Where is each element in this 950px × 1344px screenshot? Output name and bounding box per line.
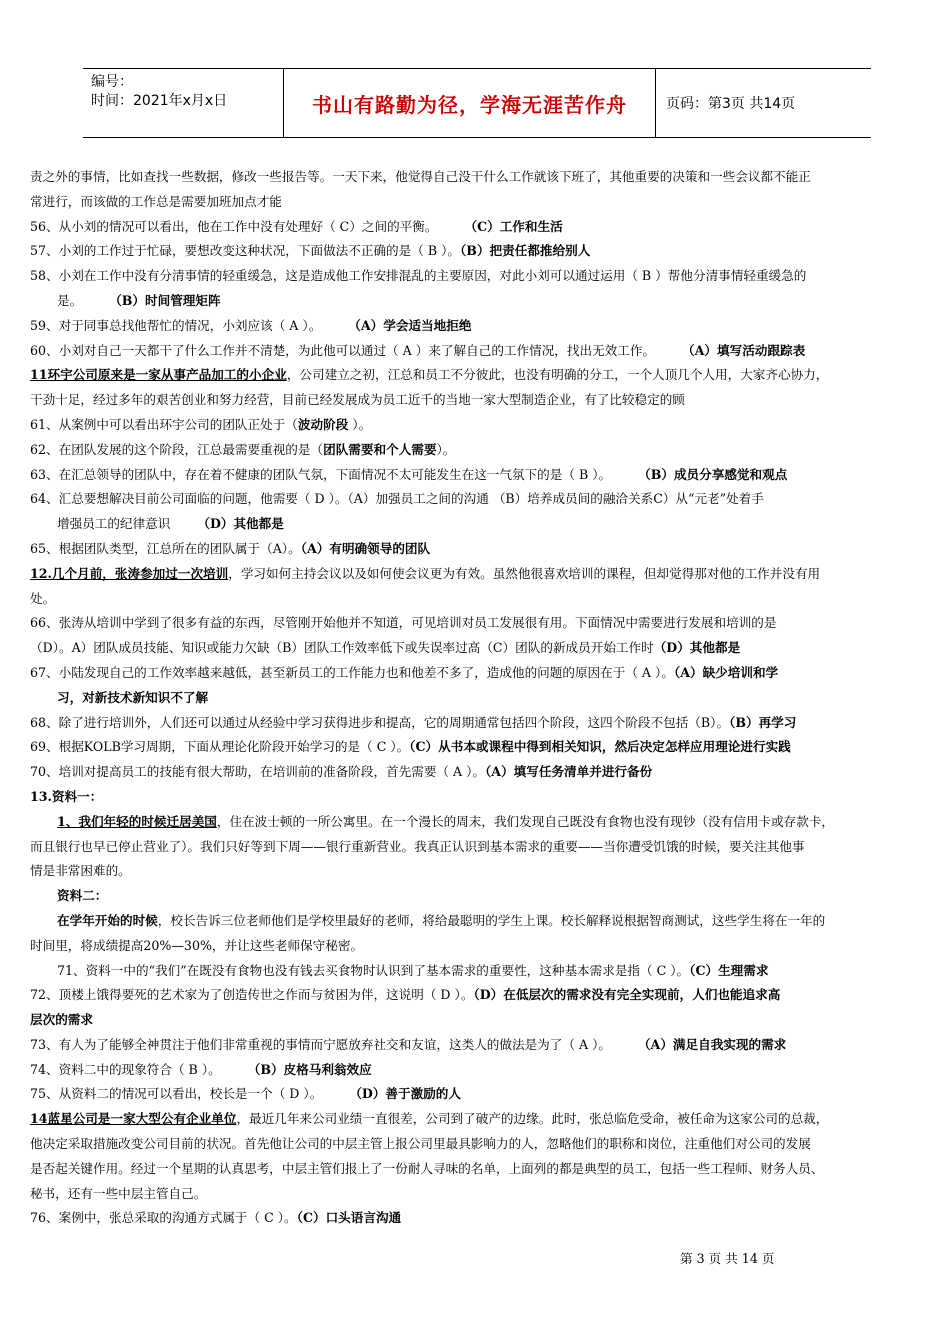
question-61: 61、从案例中可以看出环宇公司的团队正处于（波动阶段 ）。 — [30, 416, 372, 432]
material-1: 1、我们年轻的时候迁居美国，住在波士顿的一所公寓里。在一个漫长的周末，我们发现自己既没有食物也没有现钞（没有信用卡或存款卡， — [57, 813, 834, 829]
question-62: 62、在团队发展的这个阶段，江总最需要重视的是（团队需要和个人需要）。 — [30, 441, 456, 457]
material-heading: 1、我们年轻的时候迁居美国 — [57, 813, 217, 829]
answer: （B）把责任都推给别人 — [460, 243, 591, 259]
answer: （A）满足自我实现的需求 — [637, 1036, 787, 1052]
material-lead: 在学年开始的时候 — [57, 912, 158, 928]
text-line: 责之外的事情，比如查找一些数据，修改一些报告等。一天下来，他觉得自己没干什么工作就该下班了，其他重要的决策和一些会议都不能正 — [30, 169, 811, 184]
question-67-cont: 习，对新技术新知识不了解 — [57, 689, 209, 705]
answer: （A）有明确领导的团队 — [300, 540, 431, 556]
answer: （D）其他都是 — [197, 516, 284, 532]
question-72: 72、顶楼上饿得要死的艺术家为了创造传世之作而与贫困为伴，这说明（ D ）。（D）在低层次的需求没有完全实现前，人们也能追求高 — [30, 987, 781, 1003]
answer: （B）再学习 — [729, 714, 797, 730]
question-66-cont: （D）。A）团队成员技能、知识或能力欠缺（B）团队工作效率低下或失误率过高（C）团队的新成员开始工作时（D）其他都是 — [30, 640, 741, 656]
header-motto — [284, 69, 656, 137]
text-line: 时间里，将成绩提高20%—30%，并让这些老师保守秘密。 — [30, 937, 364, 953]
question-63: 63、在汇总领导的团队中，存在着不健康的团队气氛，下面情况不太可能发生在这一气氛下的是（ B ）。 （B）成员分享感觉和观点 — [30, 466, 788, 482]
question-73: 73、有人为了能够全神贯注于他们非常重视的事情而宁愿放弃社交和友谊，这类人的做法是为了（ A ）。 （A）满足自我实现的需求 — [30, 1036, 787, 1052]
answer: （C）生理需求 — [689, 962, 769, 978]
page-number-label: 页码：第3页 共14页 — [666, 96, 796, 112]
case-heading: 11环宇公司原来是一家从事产品加工的小企业 — [30, 367, 287, 383]
text-line: 秘书，还有一些中层主管自己。 — [30, 1185, 207, 1201]
answer: （C）工作和生活 — [464, 218, 563, 234]
text-line: 干劲十足，经过多年的艰苦创业和努力经营，目前已经发展成为员工近千的当地一家大型制造企业，有了比较稳定的顾 — [30, 392, 685, 408]
text-line: 处。 — [30, 590, 56, 606]
answer: （C）口头语言沟通 — [296, 1210, 402, 1226]
text-line: 是否起关键作用。经过一个星期的认真思考，中层主管们报上了一份耐人寻味的名单，上面列的都是典型的员工，包括一些工程师、财务人员、 — [30, 1160, 824, 1176]
text-line: 而且银行也早已停止营业了）。我们只好等到下周——银行重新营业。我真正认识到基本需求的重要——当你遭受饥饿的时候，要关注其他事 — [30, 838, 805, 854]
case-heading: 14蓝星公司是一家大型公有企业单位 — [30, 1111, 237, 1127]
answer: （C）从书本或课程中得到相关知识，然后决定怎样应用理论进行实践 — [409, 739, 791, 755]
question-58: 58、小刘在工作中没有分清事情的轻重缓急，这是造成他工作安排混乱的主要原因，对此小刘可以通过运用（ B ）帮他分清事情轻重缓急的 — [30, 268, 807, 284]
answer: （B）成员分享感觉和观点 — [638, 466, 788, 482]
answer: 波动阶段 — [297, 416, 349, 432]
page-footer — [680, 1248, 774, 1267]
footer-page-number: 第 3 页 共 14 页 — [680, 1251, 775, 1266]
question-66: 66、张涛从培训中学到了很多有益的东西，尽管刚开始他并不知道，可见培训对员工发展很有用。下面情况中需要进行发展和培训的是 — [30, 615, 777, 631]
page-header — [83, 68, 871, 138]
answer: （A）填写任务清单并进行备份 — [485, 764, 653, 780]
case-13-heading: 13.资料一： — [30, 788, 103, 804]
question-71: 71、资料一中的“我们”在既没有食物也没有钱去买食物时认识到了基本需求的重要性，这种基本需求是指（ C ）。（C）生理需求 — [57, 962, 769, 978]
header-page — [656, 69, 871, 137]
question-68: 68、除了进行培训外，人们还可以通过从经验中学习获得进步和提高，它的周期通常包括四个阶段，这四个阶段不包括（B）。（B）再学习 — [30, 714, 797, 730]
question-64: 64、汇总要想解决目前公司面临的问题，他需要（ D ）。（A）加强员工之间的沟通 （B）培养成员间的融洽关系C）从“元老”处着手 — [30, 491, 764, 507]
question-72-cont: 层次的需求 — [30, 1012, 93, 1028]
question-67: 67、小陆发现自己的工作效率越来越低，甚至新员工的工作能力也和他差不多了，造成他的问题的原因在于（ A ）。（A）缺少培训和学 — [30, 664, 779, 680]
answer: （B）时间管理矩阵 — [109, 292, 221, 308]
question-59: 59、对于同事总找他帮忙的情况，小刘应该（ A ）。 （A）学会适当地拒绝 — [30, 317, 472, 333]
question-76: 76、案例中，张总采取的沟通方式属于（ C ）。（C）口头语言沟通 — [30, 1210, 402, 1226]
text-line: 情是非常困难的。 — [30, 863, 131, 879]
question-74: 74、资料二中的现象符合（ B ）。 （B）皮格马利翁效应 — [30, 1061, 372, 1077]
answer: （D）善于激励的人 — [349, 1086, 461, 1102]
text-line: 他决定采取措施改变公司目前的状况。首先他让公司的中层主管上报公司里最具影响力的人，忽略他们的职称和岗位，注重他们对公司的发展 — [30, 1136, 811, 1152]
answer: （A）学会适当地拒绝 — [348, 317, 472, 333]
question-64-cont: 增强员工的纪律意识 （D）其他都是 — [57, 516, 284, 532]
motto-text: 书山有路勤为径，学海无涯苦作舟 — [312, 92, 627, 117]
case-14: 14蓝星公司是一家大型公有企业单位，最近几年来公司业绩一直很差，公司到了破产的边缘。此时，张总临危受命，被任命为这家公司的总裁， — [30, 1111, 829, 1127]
answer: （A）填写活动跟踪表 — [682, 342, 806, 358]
case-heading: 12.几个月前，张涛参加过一次培训 — [30, 565, 229, 581]
answer: （D）在低层次的需求没有完全实现前，人们也能追求高 — [473, 987, 781, 1003]
question-58-cont: 是。 （B）时间管理矩阵 — [57, 292, 221, 308]
text-line: 常进行，而该做的工作总是需要加班加点才能 — [30, 193, 282, 209]
case-12: 12.几个月前，张涛参加过一次培训，学习如何主持会议以及如何使会议更为有效。虽然他很喜欢培训的课程，但却觉得那对他的工作并没有用 — [30, 565, 821, 581]
question-65: 65、根据团队类型，江总所在的团队属于（A）。（A）有明确领导的团队 — [30, 540, 431, 556]
document-number-label: 编号： — [91, 74, 133, 90]
material-2-heading: 资料二： — [57, 888, 108, 904]
answer: 团队需要和个人需要 — [323, 441, 437, 457]
document-body — [30, 165, 930, 1231]
case-11: 11环宇公司原来是一家从事产品加工的小企业，公司建立之初，江总和员工不分彼此，也没有明确的分工，一个人顶几个人用，大家齐心协力， — [30, 367, 829, 383]
document-date-label: 时间：2021年x月x日 — [91, 93, 228, 109]
question-56: 56、从小刘的情况可以看出，他在工作中没有处理好（ C）之间的平衡。 （C）工作和生活 — [30, 218, 563, 234]
answer: （A）缺少培训和学 — [673, 664, 779, 680]
question-75: 75、从资料二的情况可以看出，校长是一个（ D ）。 （D）善于激励的人 — [30, 1086, 461, 1102]
header-meta — [83, 69, 284, 137]
answer: （D）其他都是 — [653, 640, 741, 656]
answer: （B）皮格马利翁效应 — [247, 1061, 372, 1077]
question-57: 57、小刘的工作过于忙碌，要想改变这种状况，下面做法不正确的是（ B ）。（B）把责任都推给别人 — [30, 243, 591, 259]
question-70: 70、培训对提高员工的技能有很大帮助，在培训前的准备阶段，首先需要（ A ）。（A）填写任务清单并进行备份 — [30, 764, 653, 780]
material-2: 在学年开始的时候，校长告诉三位老师他们是学校里最好的老师，将给最聪明的学生上课。校长解释说根据智商测试，这些学生将在一年的 — [57, 912, 826, 928]
question-60: 60、小刘对自己一天都干了什么工作并不清楚，为此他可以通过（ A ）来了解自己的工作情况，找出无效工作。 （A）填写活动跟踪表 — [30, 342, 806, 358]
question-69: 69、根据KOLB学习周期，下面从理论化阶段开始学习的是（ C ）。（C）从书本或课程中得到相关知识，然后决定怎样应用理论进行实践 — [30, 739, 791, 755]
